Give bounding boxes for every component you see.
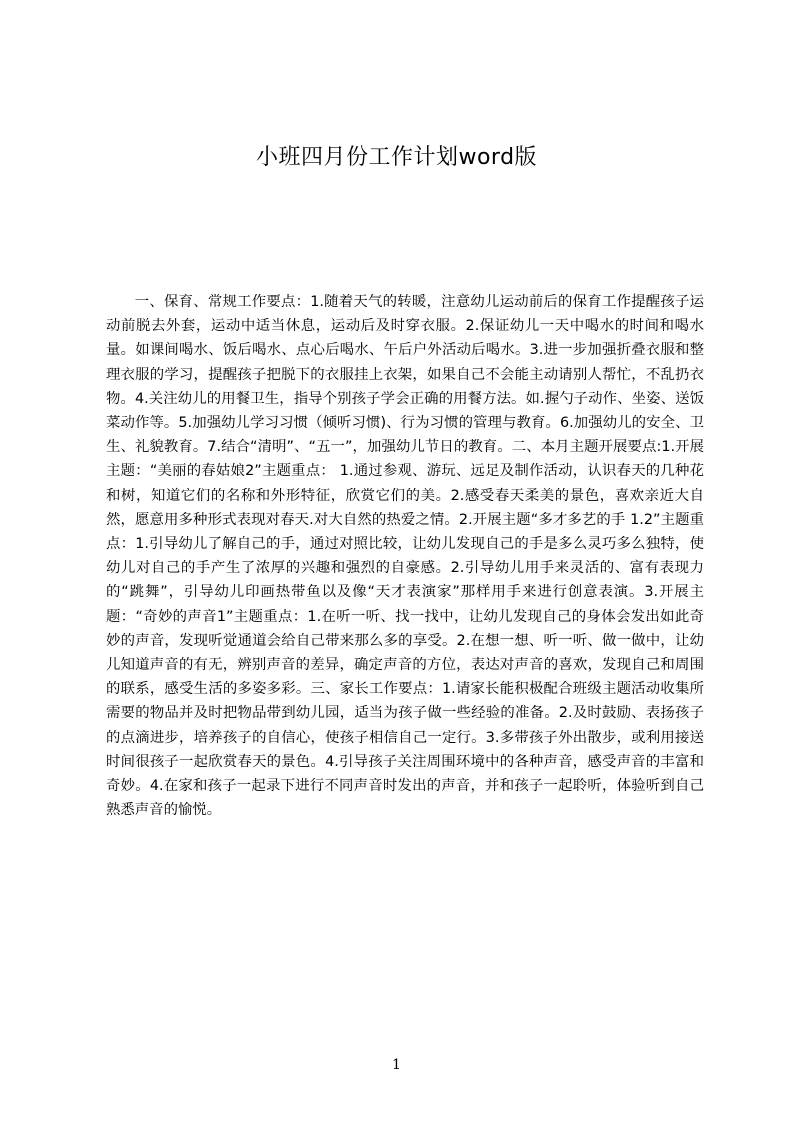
- document-body-paragraph: 一、保育、常规工作要点：1.随着天气的转暖，注意幼儿运动前后的保育工作提醒孩子运动前脱去外套，运动中适当休息，运动后及时穿衣服。2.保证幼儿一天中喝水的时间和喝水量。如课间喝水、饭后喝水、点心后喝水、午后户外活动后喝水。3.进一步加强折叠衣服和整理衣服的学习，提醒孩子把脱下的衣服挂上衣架，如果自己不会能主动请别人帮忙，不乱扔衣物。4.关注幼儿的用餐卫生，指导个别孩子学会正确的用餐方法。如.握勺子动作、坐姿、送饭菜动作等。5.加强幼儿学习习惯（倾听习惯)、行为习惯的管理与教育。6.加强幼儿的安全、卫生、礼貌教育。7.结合“清明”、“五一”，加强幼儿节日的教育。二、本月主题开展要点:1.开展主题：“美丽的春姑娘2”主题重点： 1.通过参观、游玩、远足及制作活动，认识春天的几种花和树，知道它们的名称和外形特征，欣赏它们的美。2.感受春天柔美的景色，喜欢亲近大自然，愿意用多种形式表现对春天.对大自然的热爱之情。2.开展主题“多才多艺的手 1.2”主题重点：1.引导幼儿了解自己的手，通过对照比较，让幼儿发现自己的手是多么灵巧多么独特，使幼儿对自己的手产生了浓厚的兴趣和强烈的自豪感。2.引导幼儿用手来灵活的、富有表现力的“跳舞”，引导幼儿印画热带鱼以及像“天才表演家”那样用手来进行创意表演。3.开展主题：“奇妙的声音1”主题重点：1.在听一听、找一找中，让幼儿发现自己的身体会发出如此奇妙的声音，发现听觉通道会给自己带来那么多的享受。2.在想一想、听一听、做一做中，让幼儿知道声音的有无，辨别声音的差异，确定声音的方位，表达对声音的喜欢，发现自己和周围的联系，感受生活的多姿多彩。三、家长工作要点：1.请家长能积极配合班级主题活动收集所需要的物品并及时把物品带到幼儿园，适当为孩子做一些经验的准备。2.及时鼓励、表扬孩子的点滴进步，培养孩子的自信心，使孩子相信自己一定行。3.多带孩子外出散步，或利用接送时间很孩子一起欣赏春天的景色。4.引导孩子关注周围环境中的各种声音，感受声音的丰富和奇妙。4.在家和孩子一起录下进行不同声音时发出的声音，并和孩子一起聆听，体验听到自己熟悉声音的愉悦。: [106, 294, 704, 819]
- page-number: 1: [392, 1057, 401, 1073]
- document-title: 小班四月份工作计划word版: [255, 145, 538, 170]
